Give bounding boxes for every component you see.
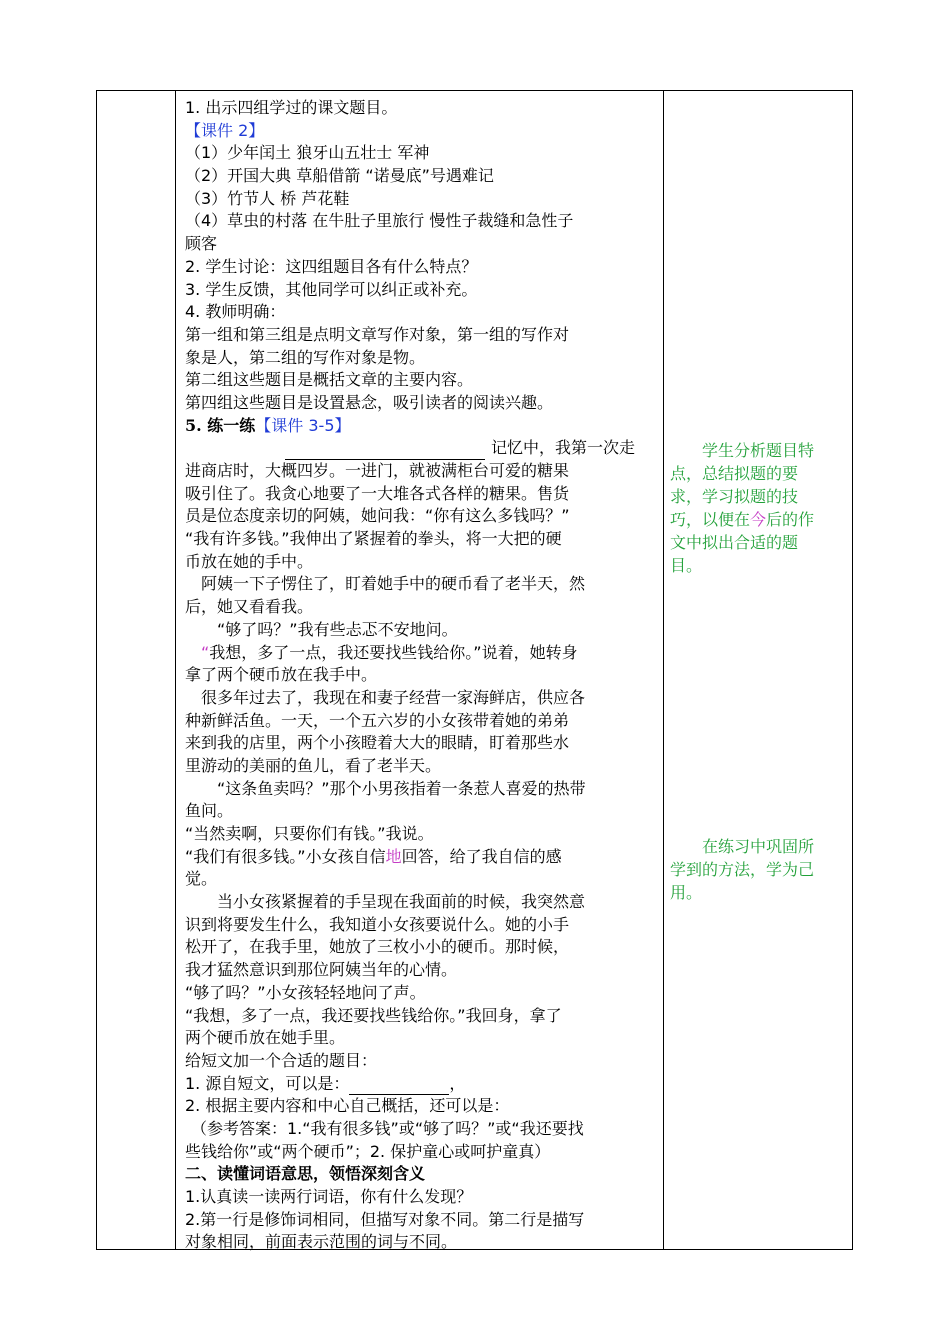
note-line: 文中拟出合适的题 [670,533,799,552]
text-line: 2. 根据主要内容和中心自己概括，还可以是： [185,1096,510,1116]
title-blank [285,443,485,460]
text-line: 进商店时，大概四岁。一进门，就被满柜台可爱的糖果 [185,461,570,480]
text-line: 觉。 [185,869,218,889]
highlight-char: 地 [385,846,402,866]
text-line: 我才猛然意识到那位阿姨当年的心情。 [185,960,458,980]
text-line: 第四组这些题目是设置悬念，吸引读者的阅读兴趣。 [185,392,554,412]
text-fragment: ， [449,1073,466,1093]
note-line: 点，总结拟题的要 [670,464,799,483]
text-line: 松开了，在我手里，她放了三枚小小的硬币。那时候， [185,937,570,957]
note-fragment: 巧，以便在 [670,510,751,529]
note-line: 用。 [670,883,703,902]
text-line: 1.认真读一读两行词语，你有什么发现？ [185,1187,473,1206]
text-line: 吸引住了。我贪心地要了一大堆各式各样的糖果。售货 [185,483,570,503]
text-line: （4）草虫的村落 在牛肚子里旅行 慢性子裁缝和急性子 [185,211,574,231]
text-line: （3）竹节人 桥 芦花鞋 [185,188,350,208]
text-line: 2. 学生讨论：这四组题目各有什么特点？ [185,256,478,276]
text-line: 两个硬币放在她手里。 [185,1028,346,1048]
text-line: 种新鲜活鱼。一天，一个五六岁的小女孩带着她的弟弟 [185,710,570,730]
text-line: 第二组这些题目是概括文章的主要内容。 [185,370,474,390]
text-line: “够了吗？”小女孩轻轻地问了声。 [185,982,426,1002]
note-line: 学到的方法，学为己 [670,860,815,879]
text-line: 些钱给你”或“两个硬币”；2. 保护童心或呵护童真） [185,1141,551,1161]
text-line: “我想，多了一点，我还要找些钱给你。”我回身，拿了 [185,1005,562,1025]
text-line: 给短文加一个合适的题目： [185,1050,378,1070]
text-line [185,642,663,665]
quote-mark: “ [201,642,210,662]
column-divider-2 [663,91,664,1249]
text-line [185,846,663,869]
courseware-label: 【课件 3-5】 [255,415,351,435]
text-line: 币放在她的手中。 [185,551,314,571]
note-line [670,508,848,531]
text-line: “这条鱼卖吗？”那个小男孩指着一条惹人喜爱的热带 [217,778,586,798]
text-line: 1. 出示四组学过的课文题目。 [185,98,398,117]
section-heading: 二、读懂词语意思，领悟深刻含义 [185,1164,426,1184]
note-fragment: 后的作 [766,510,815,529]
text-line: 鱼问。 [185,801,234,821]
text-line: 对象相同，前面表示范围的词与不同。 [185,1232,458,1252]
text-line: 来到我的店里，两个小孩瞪着大大的眼睛，盯着那些水 [185,733,570,753]
text-line: 当小女孩紧握着的手呈现在我面前的时候，我突然意 [217,892,586,912]
highlight-char: 今 [750,510,767,529]
text-line: 3. 学生反馈，其他同学可以纠正或补充。 [185,279,478,299]
design-intent-note-1 [670,439,848,577]
note-line: 目。 [670,556,703,575]
design-intent-note-2 [670,835,848,904]
text-line: 2.第一行是修饰词相同，但描写对象不同。第二行是描写 [185,1209,585,1229]
text-line: 象是人，第二组的写作对象是物。 [185,347,426,367]
text-line: “够了吗？”我有些忐忑不安地问。 [217,619,458,639]
text-line: 顾客 [185,234,218,254]
column-divider-1 [175,91,176,1249]
answer-blank [349,1078,449,1095]
courseware-label: 【课件 2】 [185,120,265,140]
text-line: “当然卖啊，只要你们有钱。”我说。 [185,824,434,843]
text-line: 4. 教师明确： [185,302,286,322]
practice-heading [185,415,663,438]
text-line: 阿姨一下子愣住了，盯着她手中的硬币看了老半天，然 [201,574,586,594]
text-line: 员是位态度亲切的阿姨，她问我：“你有这么多钱吗？” [185,506,570,526]
note-line: 求，学习拟题的技 [670,487,799,506]
text-line: （参考答案：1.“我有很多钱”或“够了吗？”或“我还要找 [191,1118,584,1138]
text-fragment: 回答，给了我自信的感 [401,846,562,866]
text-line: 很多年过去了，我现在和妻子经营一家海鲜店，供应各 [201,687,586,707]
text-line: “我有许多钱。”我伸出了紧握着的拳头，将一大把的硬 [185,529,562,549]
lesson-table [96,90,853,1250]
text-line: 后，她又看看我。 [185,597,314,617]
text-line: （1）少年闰土 狼牙山五壮士 军神 [185,143,430,163]
text-fragment: 1. 源自短文，可以是： [185,1073,350,1093]
text-fragment: “我们有很多钱。”小女孩自信 [185,846,386,866]
practice-title: 5. 练一练 [185,415,256,435]
text-line [185,1073,663,1096]
note-line: 学生分析题目特 [702,441,815,460]
text-line: 里游动的美丽的鱼儿，看了老半天。 [185,755,442,775]
text-line: 拿了两个硬币放在我手中。 [185,665,378,685]
note-line: 在练习中巩固所 [702,837,815,856]
text-line: （2）开国大典 草船借箭 “诺曼底”号遇难记 [185,166,494,186]
text-line: 识到将要发生什么，我知道小女孩要说什么。她的小手 [185,914,570,934]
text-line [185,437,663,460]
text-fragment: 我想，多了一点，我还要找些钱给你。”说着，她转身 [209,642,578,662]
teaching-process-cell [185,97,663,1254]
text-line: 第一组和第三组是点明文章写作对象，第一组的写作对 [185,324,570,344]
text-fragment: 记忆中，我第一次走 [491,438,636,458]
